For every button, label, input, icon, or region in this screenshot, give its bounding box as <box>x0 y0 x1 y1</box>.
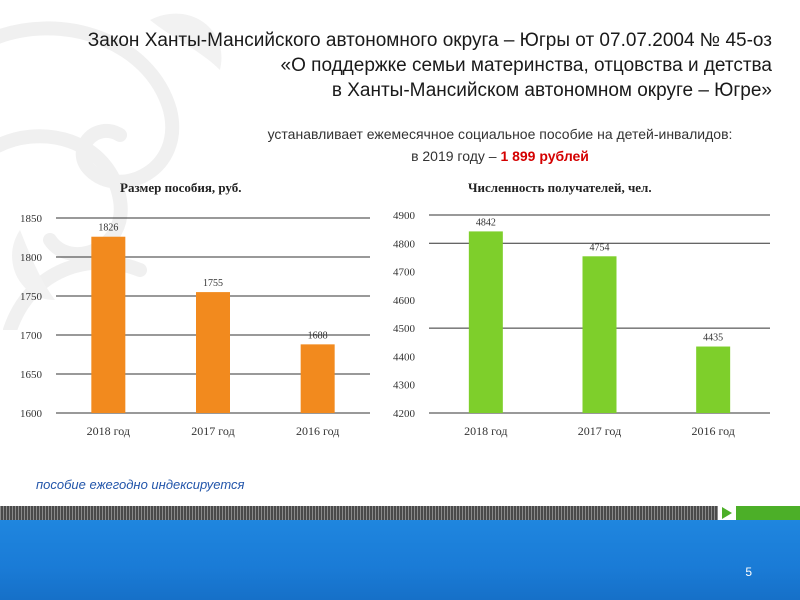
y-tick-label: 4500 <box>393 323 415 336</box>
y-tick-label: 1650 <box>20 369 42 381</box>
y-tick-label: 1800 <box>20 252 42 264</box>
data-label: 1688 <box>307 330 328 342</box>
x-tick-label: 2018 год <box>464 424 508 438</box>
bar <box>469 231 503 413</box>
page-title <box>12 28 772 103</box>
y-tick-label: 4300 <box>393 379 415 392</box>
indexation-note: пособие ежегодно индексируется <box>36 477 245 492</box>
title-line-2: «О поддержке семьи материнства, отцовства и детства <box>280 55 772 76</box>
page-number: 5 <box>745 565 752 579</box>
y-tick-label: 1700 <box>20 330 42 342</box>
data-label: 1755 <box>203 278 223 290</box>
y-tick-label: 1600 <box>20 408 42 420</box>
x-tick-label: 2016 год <box>295 424 340 438</box>
data-label: 4842 <box>475 217 496 229</box>
separator-dark <box>0 506 718 520</box>
separator-bar <box>0 506 800 520</box>
y-tick-label: 4400 <box>393 351 415 364</box>
separator-green <box>736 506 800 520</box>
left-chart-title: Размер пособия, руб. <box>120 180 242 195</box>
data-label: 4435 <box>703 332 724 344</box>
separator-arrow-icon <box>718 506 736 520</box>
x-tick-label: 2018 год <box>86 424 131 438</box>
bar <box>583 256 617 413</box>
data-label: 4754 <box>589 242 610 254</box>
title-line-1: Закон Ханты-Мансийского автономного округа – Югры от 07.07.2004 № 45-оз <box>87 30 772 51</box>
subtitle-prefix: в 2019 году – <box>411 148 501 164</box>
x-tick-label: 2016 год <box>691 424 735 438</box>
y-tick-label: 1750 <box>20 291 42 303</box>
bar <box>301 344 335 413</box>
y-tick-label: 4700 <box>393 266 415 279</box>
x-tick-label: 2017 год <box>577 424 622 438</box>
y-tick-label: 1850 <box>20 213 42 225</box>
title-line-3: в Ханты-Мансийском автономном округе – Югре» <box>331 80 772 101</box>
bar <box>696 347 730 413</box>
y-tick-label: 4200 <box>393 408 415 420</box>
right-chart-title: Численность получателей, чел. <box>468 180 652 195</box>
benefit-amount: 1 899 рублей <box>500 148 589 164</box>
footer-band <box>0 520 800 600</box>
y-tick-label: 4900 <box>393 210 415 222</box>
data-label: 1826 <box>98 222 119 234</box>
y-tick-label: 4800 <box>393 238 415 251</box>
y-tick-label: 4600 <box>393 294 415 307</box>
x-tick-label: 2017 год <box>191 424 235 438</box>
subtitle-line-1: устанавливает ежемесячное социальное пособие на детей-инвалидов: <box>267 126 733 142</box>
subtitle-line-2 <box>230 148 770 164</box>
